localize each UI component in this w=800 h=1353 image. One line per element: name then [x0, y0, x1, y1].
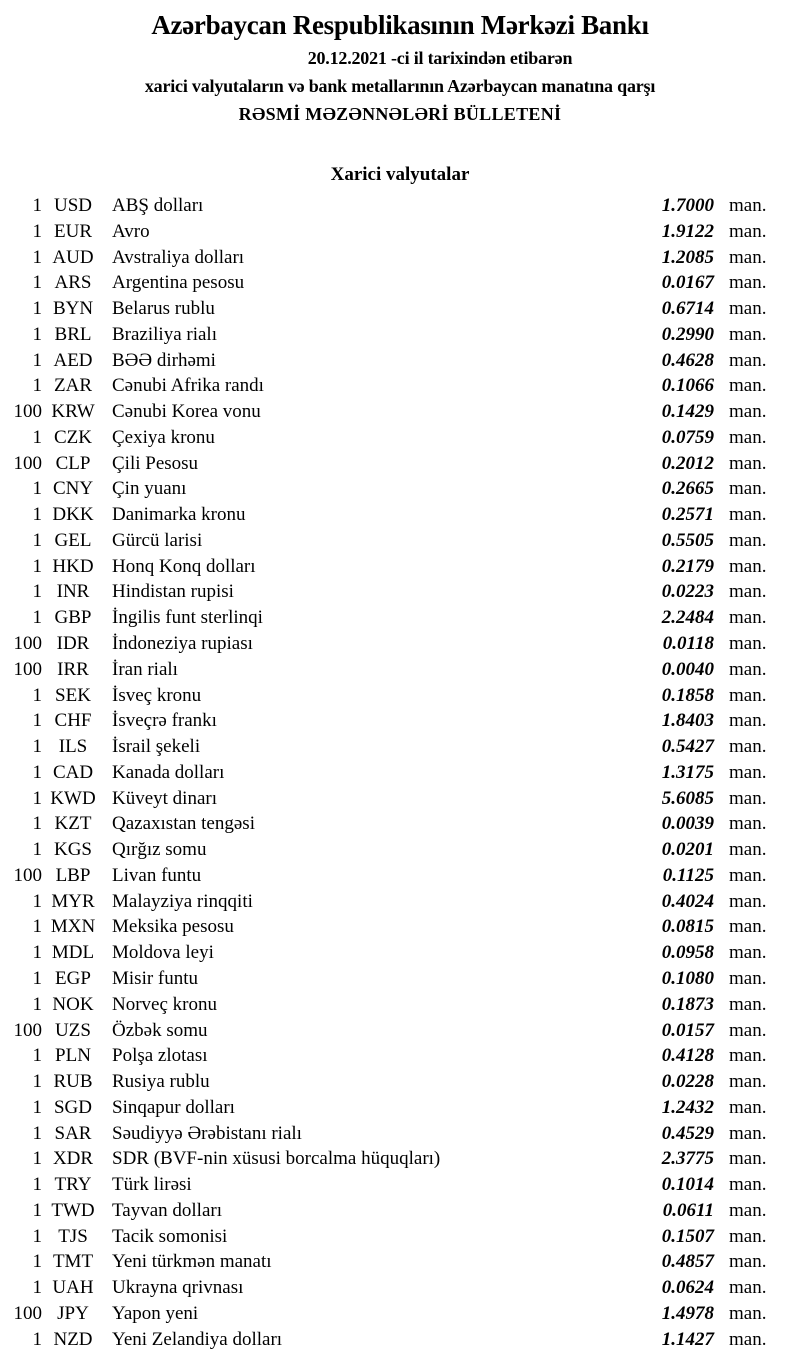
- currency-name: SDR (BVF-nin xüsusi borcalma hüquqları): [112, 1148, 441, 1170]
- currency-name: Qırğız somu: [112, 839, 207, 861]
- rate-value: 0.1429: [661, 401, 714, 423]
- currency-name: Yeni Zelandiya dolları: [112, 1328, 283, 1350]
- rate-value: 0.0759: [661, 426, 714, 448]
- currency-code: AUD: [52, 246, 94, 268]
- unit-label: man.: [729, 1174, 767, 1196]
- currency-name: Çin yuanı: [112, 478, 187, 500]
- currency-name: İran rialı: [112, 658, 178, 680]
- unit-label: man.: [729, 504, 767, 526]
- quantity: 1: [32, 942, 42, 964]
- rate-value: 0.0201: [661, 839, 714, 861]
- rate-value: 2.2484: [661, 607, 714, 629]
- quantity: 1: [32, 272, 42, 294]
- quantity: 1: [32, 916, 42, 938]
- rate-value: 0.1014: [661, 1174, 714, 1196]
- quantity: 1: [32, 246, 42, 268]
- currency-code: CHF: [54, 710, 92, 732]
- section-title-foreign-currencies: Xarici valyutalar: [330, 164, 470, 185]
- currency-name: Ukrayna qrivnası: [112, 1277, 244, 1299]
- quantity: 1: [32, 1251, 42, 1273]
- currency-row: [0, 863, 800, 889]
- unit-label: man.: [729, 839, 767, 861]
- currency-code: KGS: [53, 839, 92, 861]
- quantity: 100: [13, 864, 42, 886]
- currency-code: IDR: [56, 633, 90, 655]
- quantity: 1: [32, 1225, 42, 1247]
- unit-label: man.: [729, 375, 767, 397]
- currency-row: [0, 683, 800, 709]
- currency-code: INR: [56, 581, 90, 603]
- currency-row: [0, 992, 800, 1018]
- currency-row: [0, 476, 800, 502]
- quantity: 1: [32, 581, 42, 603]
- currency-code: BYN: [52, 298, 94, 320]
- currency-code: KZT: [54, 813, 92, 835]
- currency-code: RUB: [53, 1071, 93, 1093]
- currency-name: Tayvan dolları: [112, 1199, 222, 1221]
- rate-value: 1.3175: [661, 761, 714, 783]
- quantity: 1: [32, 529, 42, 551]
- quantity: 1: [32, 967, 42, 989]
- rate-value: 0.5505: [661, 529, 714, 551]
- unit-label: man.: [729, 323, 767, 345]
- rate-value: 0.0040: [661, 658, 714, 680]
- rate-value: 0.2179: [661, 555, 714, 577]
- currency-row: [0, 373, 800, 399]
- currency-code: EGP: [55, 967, 91, 989]
- unit-label: man.: [729, 942, 767, 964]
- rate-value: 0.1125: [662, 864, 714, 886]
- currency-row: [0, 348, 800, 374]
- unit-label: man.: [729, 1122, 767, 1144]
- currency-code: CAD: [52, 761, 94, 783]
- rate-value: 0.0624: [661, 1277, 714, 1299]
- quantity: 100: [13, 452, 42, 474]
- unit-label: man.: [729, 1251, 767, 1273]
- unit-label: man.: [729, 581, 767, 603]
- unit-label: man.: [729, 555, 767, 577]
- rate-value: 1.1427: [661, 1328, 714, 1350]
- quantity: 1: [32, 1328, 42, 1350]
- quantity: 1: [32, 555, 42, 577]
- quantity: 1: [32, 323, 42, 345]
- unit-label: man.: [729, 1096, 767, 1118]
- currency-code: ILS: [58, 736, 88, 758]
- currency-name: İngilis funt sterlinqi: [112, 607, 263, 629]
- rate-value: 0.1858: [661, 684, 714, 706]
- rate-value: 0.6714: [661, 298, 714, 320]
- quantity: 1: [32, 375, 42, 397]
- currency-row: [0, 760, 800, 786]
- currency-name: Qazaxıstan tengəsi: [112, 813, 255, 835]
- currency-code: ZAR: [54, 375, 92, 397]
- unit-label: man.: [729, 736, 767, 758]
- quantity: 1: [32, 710, 42, 732]
- currency-row: [0, 1301, 800, 1327]
- currency-name: Yeni türkmən manatı: [112, 1251, 272, 1273]
- currency-rates-table: [0, 193, 800, 1352]
- currency-name: Misir funtu: [112, 967, 199, 989]
- unit-label: man.: [729, 401, 767, 423]
- currency-code: MXN: [50, 916, 96, 938]
- currency-row: [0, 502, 800, 528]
- currency-row: [0, 1249, 800, 1275]
- rate-value: 0.0611: [662, 1199, 714, 1221]
- currency-code: CZK: [54, 426, 92, 448]
- unit-label: man.: [729, 684, 767, 706]
- currency-code: PLN: [55, 1045, 91, 1067]
- rate-value: 0.2571: [661, 504, 714, 526]
- unit-label: man.: [729, 1019, 767, 1041]
- currency-code: USD: [53, 195, 92, 216]
- unit-label: man.: [729, 195, 767, 216]
- rate-value: 0.0157: [661, 1019, 714, 1041]
- currency-code: IRR: [57, 658, 89, 680]
- quantity: 1: [32, 993, 42, 1015]
- currency-row: [0, 1018, 800, 1044]
- currency-name: Norveç kronu: [112, 993, 217, 1015]
- currency-name: Polşa zlotası: [112, 1045, 208, 1067]
- rate-value: 0.0039: [661, 813, 714, 835]
- rate-value: 1.2432: [661, 1096, 714, 1118]
- currency-row: [0, 811, 800, 837]
- currency-name: Livan funtu: [112, 864, 202, 886]
- unit-label: man.: [729, 1328, 767, 1350]
- rate-value: 0.4628: [661, 349, 714, 371]
- unit-label: man.: [729, 478, 767, 500]
- quantity: 1: [32, 1174, 42, 1196]
- unit-label: man.: [729, 787, 767, 809]
- rate-value: 1.8403: [661, 710, 714, 732]
- currency-code: TWD: [51, 1199, 95, 1221]
- currency-name: Sinqapur dolları: [112, 1096, 235, 1118]
- quantity: 100: [13, 1302, 42, 1324]
- currency-name: Malayziya rinqqiti: [112, 890, 253, 912]
- rate-value: 0.4857: [661, 1251, 714, 1273]
- currency-row: [0, 399, 800, 425]
- currency-row: [0, 1146, 800, 1172]
- rate-value: 0.0815: [661, 916, 714, 938]
- currency-code: TJS: [58, 1225, 88, 1247]
- rate-value: 0.0223: [661, 581, 714, 603]
- rate-value: 0.0167: [661, 272, 714, 294]
- quantity: 100: [13, 401, 42, 423]
- quantity: 100: [13, 633, 42, 655]
- unit-label: man.: [729, 298, 767, 320]
- currency-code: CLP: [55, 452, 91, 474]
- currency-name: Çili Pesosu: [112, 452, 199, 474]
- quantity: 1: [32, 761, 42, 783]
- quantity: 1: [32, 298, 42, 320]
- currency-row: [0, 1043, 800, 1069]
- currency-code: SGD: [53, 1096, 92, 1118]
- currency-row: [0, 786, 800, 812]
- currency-code: GBP: [54, 607, 92, 629]
- unit-label: man.: [729, 890, 767, 912]
- unit-label: man.: [729, 607, 767, 629]
- currency-code: TRY: [54, 1174, 92, 1196]
- rate-value: 0.1873: [661, 993, 714, 1015]
- unit-label: man.: [729, 529, 767, 551]
- quantity: 1: [32, 1045, 42, 1067]
- unit-label: man.: [729, 349, 767, 371]
- currency-code: UZS: [55, 1019, 91, 1041]
- unit-label: man.: [729, 1148, 767, 1170]
- currency-row: [0, 425, 800, 451]
- quantity: 1: [32, 1199, 42, 1221]
- currency-name: Honq Konq dolları: [112, 555, 256, 577]
- currency-name: Cənubi Afrika randı: [112, 375, 264, 397]
- quantity: 1: [32, 478, 42, 500]
- rate-value: 1.7000: [661, 195, 714, 216]
- currency-row: [0, 708, 800, 734]
- quantity: 1: [32, 1277, 42, 1299]
- rate-value: 0.4128: [661, 1045, 714, 1067]
- unit-label: man.: [729, 761, 767, 783]
- currency-name: Kanada dolları: [112, 761, 225, 783]
- rate-value: 0.1080: [661, 967, 714, 989]
- unit-label: man.: [729, 658, 767, 680]
- quantity: 1: [32, 426, 42, 448]
- currency-row: [0, 451, 800, 477]
- currency-code: DKK: [52, 504, 94, 526]
- subtitle-line: xarici valyutaların və bank metallarının Azərbaycan manatına qarşı: [144, 76, 656, 96]
- quantity: 100: [13, 1019, 42, 1041]
- rate-value: 0.4024: [661, 890, 714, 912]
- currency-row: [0, 889, 800, 915]
- currency-name: ABŞ dolları: [112, 195, 204, 216]
- currency-row: [0, 1121, 800, 1147]
- quantity: 1: [32, 1148, 42, 1170]
- currency-name: Gürcü larisi: [112, 529, 203, 551]
- currency-name: İsveç kronu: [112, 684, 202, 706]
- currency-row: [0, 1172, 800, 1198]
- unit-label: man.: [729, 272, 767, 294]
- currency-name: Tacik somonisi: [112, 1225, 228, 1247]
- quantity: 1: [32, 890, 42, 912]
- currency-name: Meksika pesosu: [112, 916, 234, 938]
- unit-label: man.: [729, 452, 767, 474]
- unit-label: man.: [729, 993, 767, 1015]
- unit-label: man.: [729, 710, 767, 732]
- quantity: 1: [32, 220, 42, 242]
- currency-row: [0, 270, 800, 296]
- currency-name: BƏƏ dirhəmi: [112, 349, 216, 371]
- unit-label: man.: [729, 1199, 767, 1221]
- currency-name: Rusiya rublu: [112, 1071, 210, 1093]
- currency-row: [0, 631, 800, 657]
- currency-name: Özbək somu: [112, 1019, 208, 1041]
- currency-row: [0, 554, 800, 580]
- quantity: 1: [32, 504, 42, 526]
- currency-code: MYR: [51, 890, 95, 912]
- bulletin-title: RƏSMİ MƏZƏNNƏLƏRİ BÜLLETENİ: [238, 104, 562, 124]
- currency-code: BRL: [54, 323, 92, 345]
- currency-row: [0, 657, 800, 683]
- currency-name: İsveçrə frankı: [112, 710, 217, 732]
- unit-label: man.: [729, 1045, 767, 1067]
- currency-name: Avro: [112, 220, 150, 242]
- rate-value: 0.0958: [661, 942, 714, 964]
- currency-row: [0, 1224, 800, 1250]
- currency-row: [0, 914, 800, 940]
- quantity: 1: [32, 813, 42, 835]
- currency-code: EUR: [54, 220, 92, 242]
- rate-value: 0.0118: [662, 633, 714, 655]
- currency-row: [0, 605, 800, 631]
- currency-name: Səudiyyə Ərəbistanı rialı: [112, 1122, 302, 1144]
- currency-name: Danimarka kronu: [112, 504, 246, 526]
- quantity: 1: [32, 1122, 42, 1144]
- currency-row: [0, 193, 800, 219]
- effective-date-line: 20.12.2021 -ci il tarixindən etibarən: [307, 48, 573, 68]
- rate-value: 0.0228: [661, 1071, 714, 1093]
- currency-code: HKD: [52, 555, 94, 577]
- currency-name: Küveyt dinarı: [112, 787, 218, 809]
- currency-row: [0, 1198, 800, 1224]
- currency-name: İsrail şekeli: [112, 736, 201, 758]
- currency-name: Braziliya rialı: [112, 323, 217, 345]
- quantity: 1: [32, 736, 42, 758]
- currency-code: GEL: [54, 529, 92, 551]
- rate-value: 0.5427: [661, 736, 714, 758]
- rate-value: 1.4978: [661, 1302, 714, 1324]
- currency-code: CNY: [52, 478, 94, 500]
- rate-value: 1.2085: [661, 246, 714, 268]
- currency-name: Hindistan rupisi: [112, 581, 234, 603]
- unit-label: man.: [729, 1277, 767, 1299]
- currency-row: [0, 296, 800, 322]
- rate-value: 0.1066: [661, 375, 714, 397]
- currency-name: Cənubi Korea vonu: [112, 401, 261, 423]
- currency-row: [0, 579, 800, 605]
- currency-code: NZD: [53, 1328, 93, 1350]
- rate-value: 5.6085: [661, 787, 714, 809]
- currency-code: KRW: [51, 401, 95, 423]
- currency-code: SEK: [55, 684, 91, 706]
- unit-label: man.: [729, 1071, 767, 1093]
- currency-row: [0, 1327, 800, 1353]
- currency-row: [0, 528, 800, 554]
- currency-code: LBP: [55, 864, 91, 886]
- currency-row: [0, 1095, 800, 1121]
- unit-label: man.: [729, 967, 767, 989]
- unit-label: man.: [729, 633, 767, 655]
- rate-value: 0.2012: [661, 452, 714, 474]
- unit-label: man.: [729, 220, 767, 242]
- currency-name: İndoneziya rupiası: [112, 633, 253, 655]
- unit-label: man.: [729, 813, 767, 835]
- currency-name: Argentina pesosu: [112, 272, 245, 294]
- currency-code: ARS: [54, 272, 92, 294]
- currency-row: [0, 940, 800, 966]
- currency-row: [0, 734, 800, 760]
- currency-name: Belarus rublu: [112, 298, 215, 320]
- currency-code: UAH: [52, 1277, 94, 1299]
- currency-row: [0, 245, 800, 271]
- quantity: 1: [32, 1071, 42, 1093]
- unit-label: man.: [729, 426, 767, 448]
- quantity: 1: [32, 607, 42, 629]
- currency-code: MDL: [51, 942, 95, 964]
- currency-name: Türk lirəsi: [112, 1174, 192, 1196]
- currency-code: JPY: [57, 1302, 89, 1324]
- rate-value: 0.4529: [661, 1122, 714, 1144]
- unit-label: man.: [729, 1302, 767, 1324]
- currency-code: NOK: [52, 993, 94, 1015]
- unit-label: man.: [729, 864, 767, 886]
- currency-name: Avstraliya dolları: [112, 246, 245, 268]
- quantity: 1: [32, 684, 42, 706]
- quantity: 100: [13, 658, 42, 680]
- quantity: 1: [32, 839, 42, 861]
- currency-name: Çexiya kronu: [112, 426, 215, 448]
- rate-value: 0.2990: [661, 323, 714, 345]
- bank-title: Azərbaycan Respublikasının Mərkəzi Bankı: [151, 10, 649, 40]
- rate-value: 0.2665: [661, 478, 714, 500]
- quantity: 1: [32, 349, 42, 371]
- unit-label: man.: [729, 246, 767, 268]
- unit-label: man.: [729, 916, 767, 938]
- rate-value: 0.1507: [661, 1225, 714, 1247]
- rate-value: 2.3775: [661, 1148, 714, 1170]
- quantity: 1: [32, 1096, 42, 1118]
- currency-code: XDR: [52, 1148, 94, 1170]
- currency-row: [0, 219, 800, 245]
- currency-row: [0, 1275, 800, 1301]
- currency-row: [0, 837, 800, 863]
- unit-label: man.: [729, 1225, 767, 1247]
- currency-name: Yapon yeni: [112, 1302, 199, 1324]
- currency-row: [0, 322, 800, 348]
- currency-row: [0, 1069, 800, 1095]
- currency-code: KWD: [50, 787, 96, 809]
- currency-code: TMT: [52, 1251, 94, 1273]
- currency-code: AED: [53, 349, 93, 371]
- rate-value: 1.9122: [661, 220, 714, 242]
- quantity: 1: [32, 195, 42, 216]
- quantity: 1: [32, 787, 42, 809]
- currency-row: [0, 966, 800, 992]
- currency-name: Moldova leyi: [112, 942, 214, 964]
- currency-code: SAR: [54, 1122, 92, 1144]
